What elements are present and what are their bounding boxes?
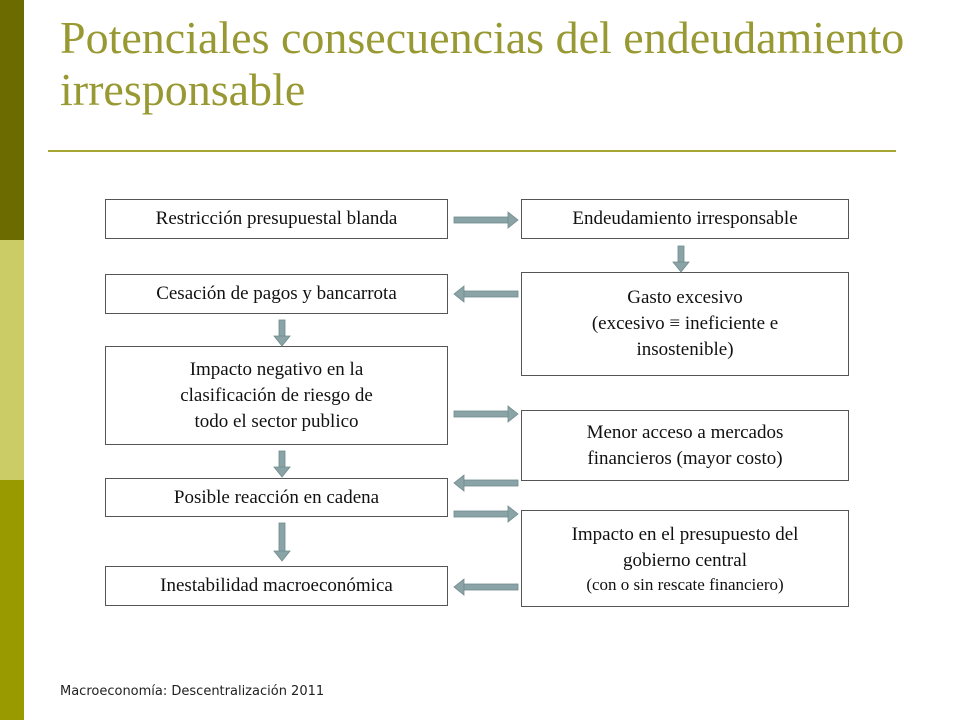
box-inestabilidad-label: Inestabilidad macroeconómica (160, 575, 393, 596)
box-endeudamiento-label: Endeudamiento irresponsable (572, 208, 798, 229)
box-impacto-line1: Impacto negativo en la (189, 358, 364, 380)
arrow-down-icon (274, 451, 290, 477)
box-menor-line1: Menor acceso a mercados (586, 421, 784, 443)
box-restriccion-label: Restricción presupuestal blanda (155, 208, 398, 229)
box-presupuesto-line3: (con o sin rescate financiero) (586, 574, 784, 594)
slide-footer: Macroeconomía: Descentralización 2011 (60, 684, 325, 699)
box-presupuesto-line2: gobierno central (623, 549, 747, 571)
arrow-right-icon (454, 506, 518, 522)
arrow-right-icon (454, 212, 518, 228)
box-gasto-line2: (excesivo ≡ ineficiente e (591, 313, 779, 334)
box-gasto-line1: Gasto excesivo (627, 287, 743, 308)
arrow-left-icon (454, 286, 518, 302)
arrow-down-icon (673, 246, 689, 272)
box-impacto-line2: clasificación de riesgo de (180, 384, 373, 406)
box-impacto-line3: todo el sector publico (194, 410, 359, 432)
arrow-right-icon (454, 406, 518, 422)
arrow-down-icon (274, 523, 290, 561)
box-menor-line2: financieros (mayor costo) (587, 447, 783, 469)
slide-title: Potenciales consecuencias del endeudamiento irresponsable (60, 12, 905, 115)
arrow-down-icon (274, 320, 290, 346)
box-gasto-line3: insostenible) (636, 339, 734, 360)
arrow-left-icon (454, 579, 518, 595)
box-cesacion-label: Cesación de pagos y bancarrota (156, 283, 397, 304)
box-posible-label: Posible reacción en cadena (173, 486, 380, 508)
arrow-left-icon (454, 475, 518, 491)
box-presupuesto-line1: Impacto en el presupuesto del (571, 523, 799, 545)
